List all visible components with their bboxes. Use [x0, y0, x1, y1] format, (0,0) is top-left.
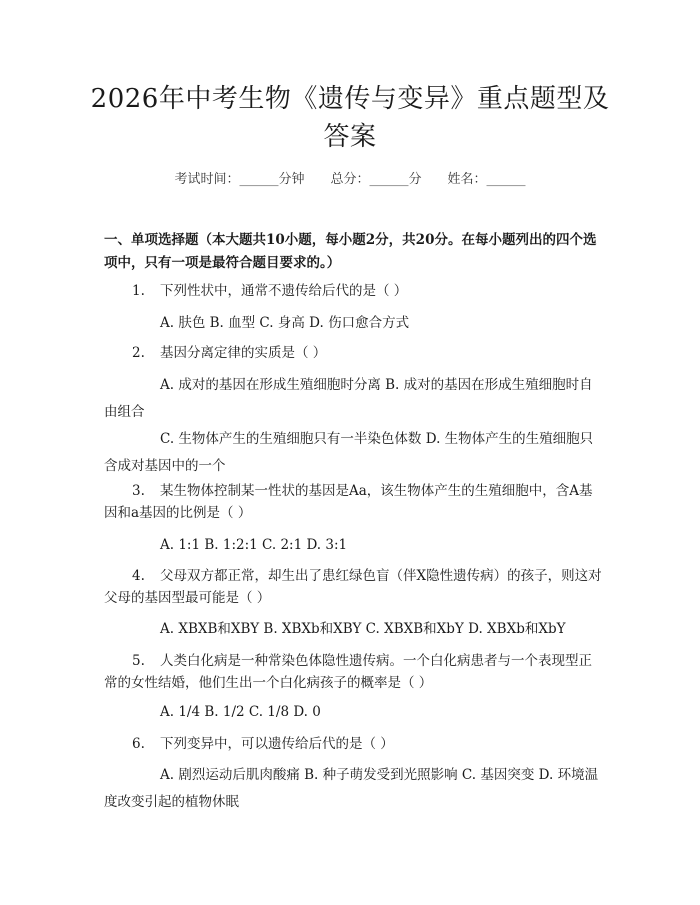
exam-meta: [0, 168, 700, 187]
time-label: 考试时间：______分钟: [174, 172, 305, 187]
question-number: 3.: [132, 483, 145, 499]
question-stem: 父母双方都正常，却生出了患红绿色盲（伴X隐性遗传病）的孩子，则这对父母的基因型最可能是（ ）: [104, 568, 602, 606]
question-stem: 下列变异中，可以遗传给后代的是（ ）: [160, 736, 394, 752]
question-1-options: A. 肤色 B. 血型 C. 身高 D. 伤口愈合方式: [160, 315, 410, 331]
question-number: 5.: [132, 653, 145, 669]
question-5: [104, 650, 604, 694]
name-label: 姓名：______: [447, 172, 526, 187]
question-6-options: A. 剧烈运动后肌肉酸痛 B. 种子萌发受到光照影响 C. 基因突变 D. 环境温度改变引起的植物休眠: [104, 767, 599, 810]
question-number: 1.: [132, 283, 145, 299]
question-stem: 下列性状中，通常不遗传给后代的是（ ）: [160, 283, 408, 299]
question-2-options-ab: A. 成对的基因在形成生殖细胞时分离 B. 成对的基因在形成生殖细胞时自由组合: [104, 377, 593, 420]
question-3: [104, 480, 604, 524]
section-heading: 一、单项选择题（本大题共10小题，每小题2分，共20分。在每小题列出的四个选项中，只有一项是最符合题目要求的。）: [104, 232, 597, 271]
question-3-options: A. 1:1 B. 1:2:1 C. 2:1 D. 3:1: [160, 537, 348, 553]
question-number: 6.: [132, 736, 145, 752]
question-4-options: A. XBXB和XBY B. XBXb和XBY C. XBXB和XbY D. XBXb和XbY: [160, 621, 566, 637]
question-stem: 某生物体控制某一性状的基因是Aa，该生物体产生的生殖细胞中，含A基因和a基因的比例是（ ）: [104, 483, 593, 521]
question-4: [104, 565, 604, 609]
question-2: [104, 342, 604, 364]
score-label: 总分：______分: [330, 172, 422, 187]
question-number: 2.: [132, 345, 145, 361]
question-1: [104, 280, 604, 302]
question-6: [104, 733, 604, 755]
question-stem: 人类白化病是一种常染色体隐性遗传病。一个白化病患者与一个表现型正常的女性结婚，他们生出一个白化病孩子的概率是（ ）: [104, 653, 592, 691]
page-title: 2026年中考生物《遗传与变异》重点题型及答案: [90, 84, 610, 152]
question-2-options-cd: C. 生物体产生的生殖细胞只有一半染色体数 D. 生物体产生的生殖细胞只含成对基因中的一个: [104, 431, 594, 474]
question-5-options: A. 1/4 B. 1/2 C. 1/8 D. 0: [160, 704, 321, 720]
question-number: 4.: [132, 568, 145, 584]
question-stem: 基因分离定律的实质是（ ）: [160, 345, 327, 361]
